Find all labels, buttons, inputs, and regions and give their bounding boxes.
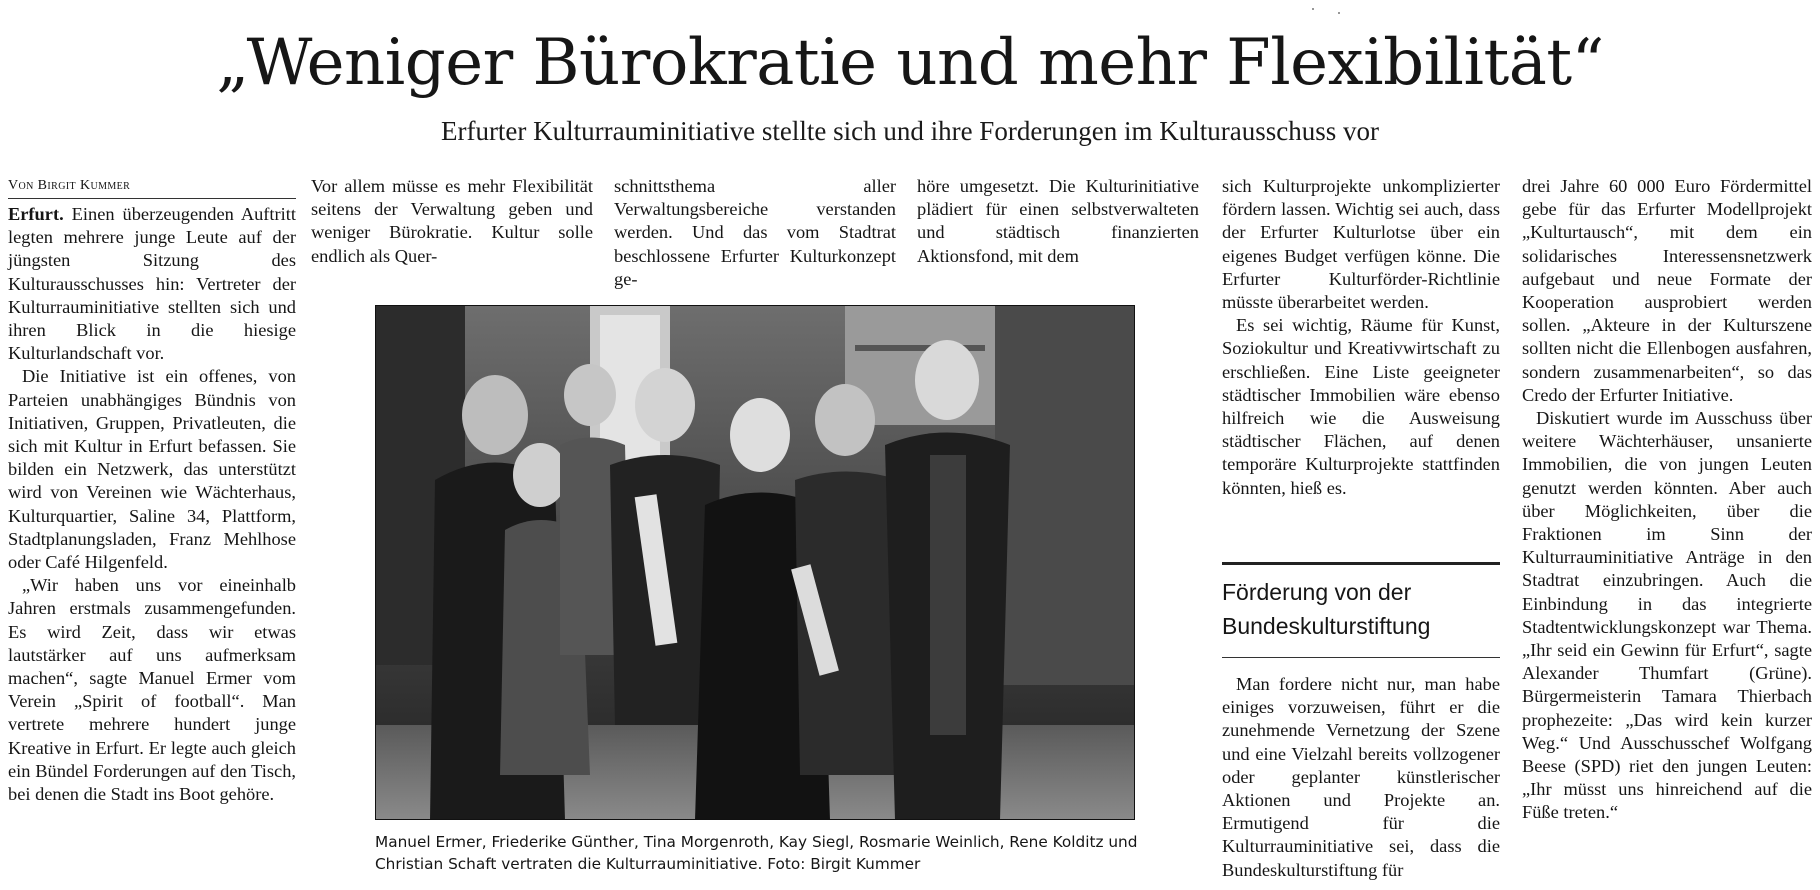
headline: „Weniger Bürokratie und mehr Flexibilität“ — [216, 26, 1604, 100]
column-1 — [8, 203, 296, 806]
paragraph — [8, 203, 296, 365]
subheading: Förderung von der Bundeskulturstiftung — [1222, 579, 1431, 639]
column-2 — [311, 175, 593, 268]
paragraph: „Wir haben uns vor eineinhalb Jahren erstmals zusammengefunden. Es wird Zeit, dass wir etwas lautstärker auf uns aufmerksam machen“, sagte Manuel Ermer vom Verein „Spirit of football“. Man vertrete mehrere hundert junge Kreative in Erfurt. Er legte auch gleich ein Bündel Forderungen auf den Tisch, bei denen die Stadt ins Boot gehöre. — [8, 575, 296, 805]
paragraph: Man fordere nicht nur, man habe einiges vorzuweisen, führt er die zunehmende Vernetzung der Szene und eine Vielzahl bereits vollzogener oder geplanter künstlerischer Aktionen und Projekte an. Ermutigend für die Kulturrauminitiative sei, dass die Bundeskulturstiftung für — [1222, 674, 1500, 880]
byline: Von Birgit Kummer — [8, 177, 296, 199]
paragraph: höre umgesetzt. Die Kulturinitiative plädiert für einen selbstverwalteten und städtisch finanzierten Aktionsfond, mit dem — [917, 176, 1199, 266]
scan-speck — [1338, 12, 1340, 14]
column-5-continued — [1222, 673, 1500, 882]
subheadline: Erfurter Kulturrauminitiative stellte sich und ihre Forderungen im Kulturausschuss vor — [440, 116, 1380, 146]
paragraph: schnittsthema aller Verwaltungsbereiche verstanden werden. Und das vom Stadtrat beschlossene Erfurter Kulturkonzept ge- — [614, 176, 896, 289]
group-photo-image — [375, 305, 1135, 820]
paragraph: Die Initiative ist ein offenes, von Parteien unabhängiges Bündnis von Initiativen, Gruppen, Privatleuten, die sich mit Kultur in Erfurt befassen. Sie bilden ein Netzwerk, das unterstützt wird von Vereinen wie Wächterhaus, Kulturquartier, Saline 34, Plattform, Stadtplanungsladen, Franz Mehlhose oder Café Hilgenfeld. — [8, 366, 296, 573]
subheading-box — [1222, 562, 1500, 658]
column-4 — [917, 175, 1199, 268]
paragraph: Vor allem müsse es mehr Flexibilität seitens der Verwaltung geben und weniger Bürokratie. Kultur solle endlich als Quer- — [311, 176, 593, 266]
column-6 — [1522, 175, 1812, 825]
paragraph: Diskutiert wurde im Ausschuss über weitere Wächterhäuser, unsanierte Immobilien, die von jungen Leuten genutzt werden könnten. Aber auch über Möglichkeiten, über die Fraktionen im Sinn der Kulturrauminitiative Anträge in den Stadtrat einzubringen. Auch die Einbindung in das integrierte Stadtentwicklungskonzept war Thema. „Ihr seid ein Gewinn für Erfurt“, sagte Alexander Thumfart (Grüne). Bürgermeisterin Tamara Thierbach prophezeite: „Das wird kein kurzer Weg.“ Und Ausschusschef Wolfgang Beese (SPD) riet den jungen Leuten: „Ihr müsst uns hinreichend auf die Füße treten.“ — [1522, 408, 1812, 823]
paragraph: sich Kulturprojekte unkomplizierter fördern lassen. Wichtig sei auch, dass der Erfurter Kulturlotse über ein eigenes Budget verfügen könne. Die Erfurter Kulturförder-Richtlinie müsste überarbeitet werden. — [1222, 176, 1500, 313]
scan-speck — [1312, 8, 1314, 10]
dateline: Erfurt. — [8, 204, 64, 224]
photo-caption: Manuel Ermer, Friederike Günther, Tina Morgenroth, Kay Siegl, Rosmarie Weinlich, Rene Kolditz und Christian Schaft vertraten die Kulturrauminitiative. Foto: Birgit Kummer — [375, 833, 1138, 873]
paragraph: drei Jahre 60 000 Euro Fördermittel gebe für das Erfurter Modellprojekt „Kulturtausch“, mit dem ein solidarisches Interessensnetzwerk aufgebaut und neue Formate der Kooperation ausprobiert werden sollen. „Akteure in der Kulturszene sollten nicht die Ellenbogen ausfahren, sondern zusammenarbeiten“, so das Credo der Erfurter Initiative. — [1522, 176, 1812, 405]
paragraph: Es sei wichtig, Räume für Kunst, Soziokultur und Kreativwirtschaft zu erschließen. Eine Liste geeigneter städtischer Immobilien wäre ebenso hilfreich wie die Ausweisung städtischer Flächen, auf denen temporäre Kulturprojekte stattfinden könnten, hieß es. — [1222, 315, 1500, 498]
column-5 — [1222, 175, 1500, 500]
paragraph-text: Einen überzeugenden Auftritt legten mehrere junge Leute auf der jüngsten Sitzung des Kulturausschusses hin: Vertreter der Kulturrauminitiative stellten sich und ihren Blick in die hiesige Kulturlandschaft vor. — [8, 204, 296, 364]
article-photo — [375, 305, 1135, 820]
column-3 — [614, 175, 896, 291]
